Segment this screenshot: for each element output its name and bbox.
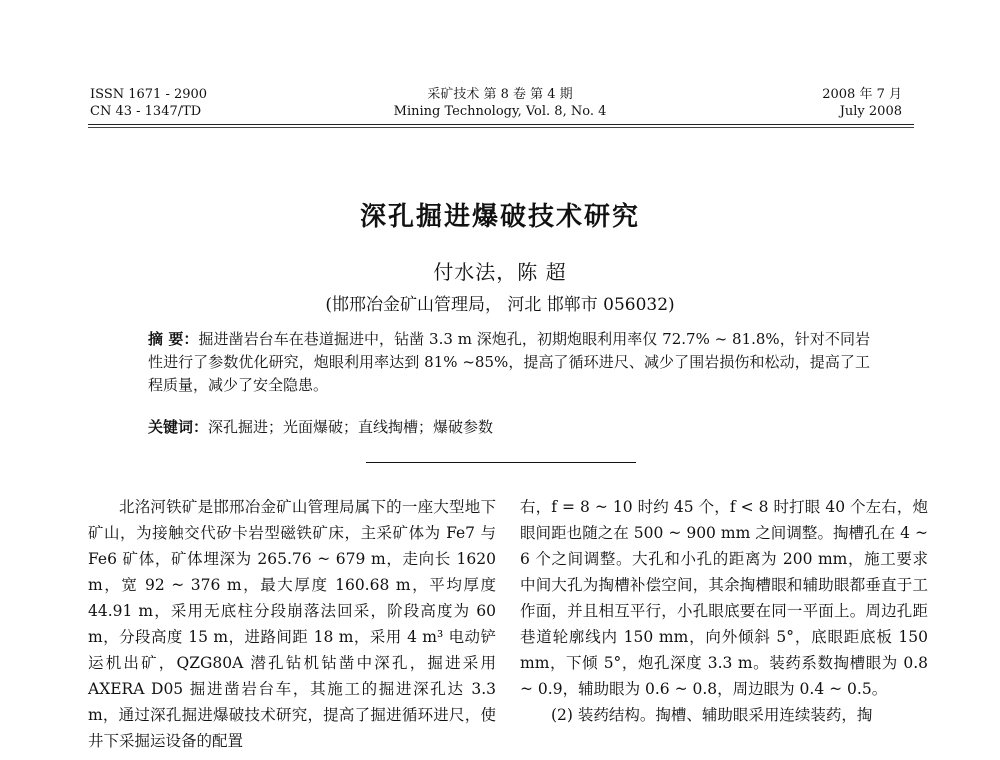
abstract (148, 328, 870, 397)
article-title: 深孔掘进爆破技术研究 (359, 202, 640, 232)
issn-text: ISSN 1671 - 2900 (90, 87, 208, 102)
journal-date-block (822, 86, 902, 120)
date-cn: 2008 年 7 月 (822, 87, 902, 102)
body-paragraph: 北洺河铁矿是邯邢冶金矿山管理局属下的一座大型地下矿山，为接触交代矽卡岩型磁铁矿床，主采矿体为 Fe7 与 Fe6 矿体，矿体埋深为 265.76 ~ 679 m，走向长 1620 m，宽 92 ~ 376 m，最大厚度 160.68 m，平均厚度 44.91 m，采用无底柱分段崩落法回采，阶段高度为 60 m，分段高度 15 m，进路间距 18 m，采用 4 m³ 电动铲运机出矿，QZG80A 潜孔钻机钻凿中深孔，掘进采用 AXERA D05 掘进凿岩台车，其施工的掘进深孔达 3.3 m，通过深孔掘进爆破技术研究，提高了掘进循环进尺，使井下采掘运设备的配置 (88, 498, 496, 750)
body-paragraph: 右，f = 8 ~ 10 时约 45 个，f < 8 时打眼 40 个左右，炮眼间距也随之在 500 ~ 900 mm 之间调整。掏槽孔在 4 ~ 6 个之间调整。大孔和小孔的距离为 200 mm，施工要求中间大孔为掏槽补偿空间，其余掏槽眼和辅助眼都垂直于工作面，并且相互平行，小孔眼底要在同一平面上。周边孔距巷道轮廓线内 150 mm，向外倾斜 5°，底眼距底板 150 mm，下倾 5°，炮孔深度 3.3 m。装药系数掏槽眼为 0.8 ~ 0.9，辅助眼为 0.6 ~ 0.8，周边眼为 0.4 ~ 0.5。 (520, 498, 928, 698)
abstract-text: 掘进凿岩台车在巷道掘进中，钻凿 3.3 m 深炮孔，初期炮眼利用率仅 72.7% ~ 81.8%，针对不同岩性进行了参数优化研究，炮眼利用率达到 81% ~85%，提高了循环进尺、减少了围岩损伤和松动，提高了工程质量，减少了安全隐患。 (148, 330, 870, 394)
journal-name-cn: 采矿技术 第 8 卷 第 4 期 (427, 87, 573, 102)
body-column-right (520, 494, 928, 728)
body-paragraph: (2) 装药结构。掏槽、辅助眼采用连续装药，掏 (551, 706, 873, 724)
body-column-left (88, 494, 496, 754)
date-en: July 2008 (839, 104, 902, 119)
section-divider (366, 462, 636, 463)
keywords-label: 关键词： (148, 418, 209, 436)
cn-text: CN 43 - 1347/TD (90, 104, 202, 119)
article-authors: 付水法，陈 超 (433, 260, 567, 284)
header-rule-thin (88, 127, 914, 128)
article-affiliation: (邯邢冶金矿山管理局， 河北 邯郸市 056032) (325, 295, 675, 315)
abstract-label: 摘 要： (148, 330, 199, 348)
journal-name-en: Mining Technology, Vol. 8, No. 4 (393, 104, 607, 119)
keywords-text: 深孔掘进；光面爆破；直线掏槽；爆破参数 (208, 418, 494, 436)
header-rule (88, 124, 914, 125)
keywords (148, 416, 870, 439)
